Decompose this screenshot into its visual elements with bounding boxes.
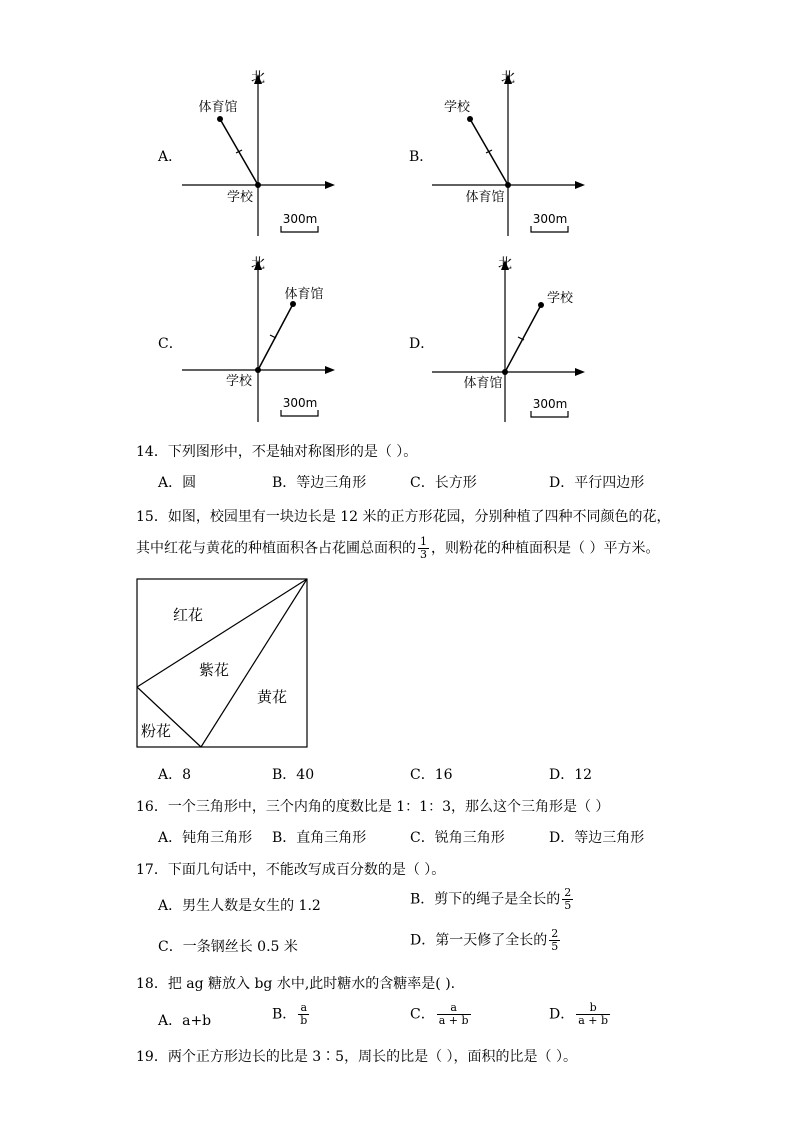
origin-label: 体育馆	[463, 376, 503, 391]
end-point-label: 体育馆	[198, 100, 238, 115]
end-point-label: 学校	[546, 291, 574, 306]
q18-stem: 18．把 ag 糖放入 bg 水中,此时糖水的含糖率是( ).	[136, 976, 456, 992]
north-label: 北	[251, 70, 265, 86]
q14-option-c[interactable]: C．长方形	[410, 475, 477, 491]
q14-option-d[interactable]: D．平行四边形	[549, 475, 645, 491]
q18-option-b[interactable]: B． $\frac{a}{b}$	[272, 1001, 308, 1027]
option-b-letter: B．	[409, 149, 434, 165]
garden-diagram	[136, 578, 310, 750]
fraction: $\frac{b}{a + b}$	[578, 1001, 609, 1027]
q15-stem-line2: 其中红花与黄花的种植面积各占花圃总面积的 $\frac{1}{3}$ ，则粉花的种植面积是（ ）平方米。	[136, 535, 660, 561]
q16-option-d[interactable]: D．等边三角形	[549, 830, 645, 846]
origin-label: 体育馆	[465, 190, 505, 205]
q15-option-c[interactable]: C．16	[410, 767, 453, 783]
q16-option-c[interactable]: C．锐角三角形	[410, 830, 505, 846]
q15-option-d[interactable]: D．12	[549, 767, 593, 783]
pink-flower-label: 粉花	[140, 722, 172, 740]
q17-option-d[interactable]: D．第一天修了全长的 $\frac{2}{5}$	[410, 927, 559, 953]
red-flower-label: 红花	[172, 606, 204, 624]
q17-option-c[interactable]: C．一条钢丝长 0.5 米	[158, 939, 298, 955]
purple-flower-label: 紫花	[198, 661, 230, 679]
origin-label: 学校	[225, 374, 253, 389]
end-point-label: 学校	[443, 100, 471, 115]
option-c-letter: C．	[158, 336, 183, 352]
scale-label: 300m	[532, 397, 568, 411]
yellow-flower-label: 黄花	[256, 688, 288, 706]
fraction: $\frac{1}{3}$	[420, 535, 427, 561]
q15-stem-line1: 15．如图，校园里有一块边长是 12 米的正方形花园，分别种植了四种不同颜色的花，	[136, 509, 671, 525]
scale-label: 300m	[282, 212, 318, 226]
fraction: $\frac{2}{5}$	[551, 927, 559, 953]
option-d-letter: D．	[409, 336, 435, 352]
q17-stem: 17．下面几句话中，不能改写成百分数的是（ ）。	[136, 862, 446, 878]
q19-stem: 19．两个正方形边长的比是 3∶5，周长的比是（ ），面积的比是（ ）。	[136, 1049, 577, 1065]
fraction: $\frac{a}{b}$	[300, 1001, 308, 1027]
q15-option-b[interactable]: B．40	[272, 767, 315, 783]
q16-option-a[interactable]: A．钝角三角形	[158, 830, 253, 846]
q14-stem: 14．下列图形中，不是轴对称图形的是（ ）。	[136, 444, 418, 460]
option-a-diagram	[180, 66, 340, 238]
fraction: $\frac{a}{a + b}$	[438, 1001, 469, 1027]
q14-option-b[interactable]: B．等边三角形	[272, 475, 367, 491]
option-d-diagram	[430, 252, 590, 424]
north-label: 北	[498, 256, 512, 272]
q17-option-b[interactable]: B．剪下的绳子是全长的 $\frac{2}{5}$	[410, 886, 572, 912]
fraction: $\frac{2}{5}$	[564, 886, 572, 912]
q15-option-a[interactable]: A．8	[158, 767, 192, 783]
option-c-diagram	[180, 252, 340, 424]
end-point-label: 体育馆	[284, 287, 324, 302]
q18-option-a[interactable]: A．a+b	[158, 1013, 212, 1029]
scale-label: 300m	[282, 396, 318, 410]
q17-option-a[interactable]: A．男生人数是女生的 1.2	[158, 898, 321, 914]
north-label: 北	[251, 256, 265, 272]
q18-option-d[interactable]: D． $\frac{b}{a + b}$	[549, 1001, 609, 1027]
option-a-letter: A．	[158, 149, 183, 165]
q18-option-c[interactable]: C． $\frac{a}{a + b}$	[410, 1001, 469, 1027]
origin-label: 学校	[226, 190, 254, 205]
q16-stem: 16．一个三角形中，三个内角的度数比是 1：1：3，那么这个三角形是（ ）	[136, 799, 610, 815]
north-label: 北	[501, 70, 515, 86]
q16-option-b[interactable]: B．直角三角形	[272, 830, 367, 846]
q14-option-a[interactable]: A．圆	[158, 475, 197, 491]
option-b-diagram	[430, 66, 590, 238]
scale-label: 300m	[532, 212, 568, 226]
